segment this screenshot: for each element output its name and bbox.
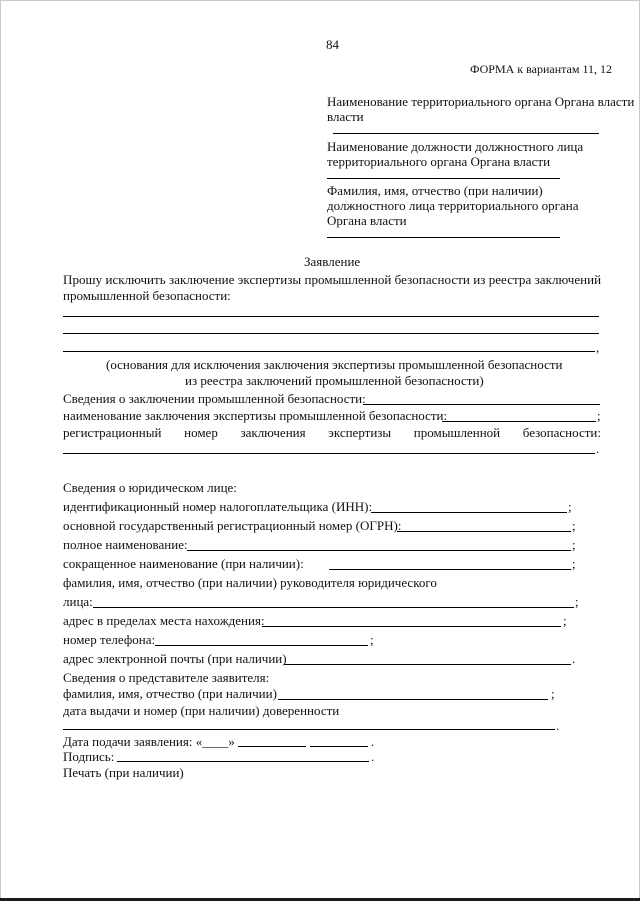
reg-word: заключения [240,425,306,440]
addressee-position-2: территориального органа Органа власти [327,154,551,169]
grounds-line-3[interactable] [63,351,595,352]
grounds-caption-2: из реестра заключений промышленной безопасности) [185,373,484,388]
representative-proxy-period: . [556,718,560,733]
footer-date-year-line[interactable] [310,746,368,747]
entity-phone-label: номер телефона: [63,632,156,647]
grounds-line-1[interactable] [63,316,599,317]
entity-email-label: адрес электронной почты (при наличии) [63,651,287,666]
representative-name-semicolon: ; [551,686,555,701]
grounds-line-2[interactable] [63,333,599,334]
representative-header: Сведения о представителе заявителя: [63,670,270,685]
addressee-position-1: Наименование должности должностного лица [327,139,584,154]
reg-word: экспертизы [328,425,392,440]
entity-inn-label: идентификационный номер налогоплательщика (ИНН): [63,499,373,514]
reg-word: промышленной [413,425,501,440]
representative-proxy-label: дата выдачи и номер (при наличии) доверенности [63,703,340,718]
conclusion-name-semicolon: ; [597,408,601,423]
conclusion-header: Сведения о заключении промышленной безопасности: [63,391,366,406]
entity-email-period: . [572,651,576,666]
entity-head-name-label-2: лица: [63,594,93,609]
entity-short-name-semicolon: ; [572,556,576,571]
form-label: ФОРМА к вариантам 11, 12 [470,62,613,76]
conclusion-reg-row [63,425,601,441]
entity-address-semicolon: ; [563,613,567,628]
conclusion-name-line[interactable] [442,421,596,422]
addressee-org-name-line2: власти [327,109,364,124]
grounds-caption-1: (основания для исключения заключения экспертизы промышленной безопасности [106,357,563,372]
addressee-org-line[interactable] [333,133,599,134]
entity-email-line[interactable] [284,664,571,665]
document-title: Заявление [304,254,361,269]
entity-head-name-semicolon: ; [575,594,579,609]
entity-full-name-line[interactable] [187,550,571,551]
representative-proxy-line[interactable] [63,729,555,730]
conclusion-header-line[interactable] [363,404,600,405]
addressee-position-line[interactable] [327,178,560,179]
entity-head-name-line[interactable] [93,607,574,608]
representative-name-line[interactable] [278,699,548,700]
entity-phone-line[interactable] [155,645,368,646]
entity-short-name-label: сокращенное наименование (при наличии): [63,556,304,571]
addressee-org-name: Наименование территориального органа Органа власти [327,94,635,109]
entity-full-name-semicolon: ; [572,537,576,552]
footer-signature-line[interactable] [117,761,369,762]
reg-word: регистрационный [63,425,162,440]
addressee-name-2: должностного лица территориального органа [327,198,579,213]
footer-date-label: Дата подачи заявления: «____» [63,734,235,749]
reg-word: безопасности: [522,425,601,440]
entity-address-line[interactable] [262,626,561,627]
page-number: 84 [326,37,339,52]
entity-header: Сведения о юридическом лице: [63,480,237,495]
footer-seal-label: Печать (при наличии) [63,765,184,780]
conclusion-reg-line[interactable] [63,453,595,454]
entity-inn-line[interactable] [371,512,567,513]
entity-short-name-line[interactable] [329,569,571,570]
footer-date-month-line[interactable] [238,746,306,747]
entity-head-name-label: фамилия, имя, отчество (при наличии) руководителя юридического [63,575,437,590]
request-line-2: промышленной безопасности: [63,288,231,303]
footer-signature-label: Подпись: [63,749,115,764]
entity-phone-semicolon: ; [370,632,374,647]
entity-address-label: адрес в пределах места нахождения: [63,613,265,628]
addressee-name-line[interactable] [327,237,560,238]
entity-inn-semicolon: ; [568,499,572,514]
addressee-name-3: Органа власти [327,213,407,228]
conclusion-reg-period: . [596,441,600,456]
grounds-comma: , [596,340,600,355]
entity-ogrn-label: основной государственный регистрационный номер (ОГРН): [63,518,402,533]
footer-date-period: . [371,734,375,749]
representative-name-label: фамилия, имя, отчество (при наличии) [63,686,277,701]
request-line-1: Прошу исключить заключение экспертизы промышленной безопасности из реестра заключений [63,272,602,287]
conclusion-name-label: наименование заключения экспертизы промышленной безопасности: [63,408,448,423]
addressee-name-1: Фамилия, имя, отчество (при наличии) [327,183,543,198]
entity-ogrn-line[interactable] [397,531,571,532]
footer-signature-period: . [371,749,375,764]
reg-word: номер [184,425,218,440]
entity-ogrn-semicolon: ; [572,518,576,533]
entity-full-name-label: полное наименование: [63,537,188,552]
